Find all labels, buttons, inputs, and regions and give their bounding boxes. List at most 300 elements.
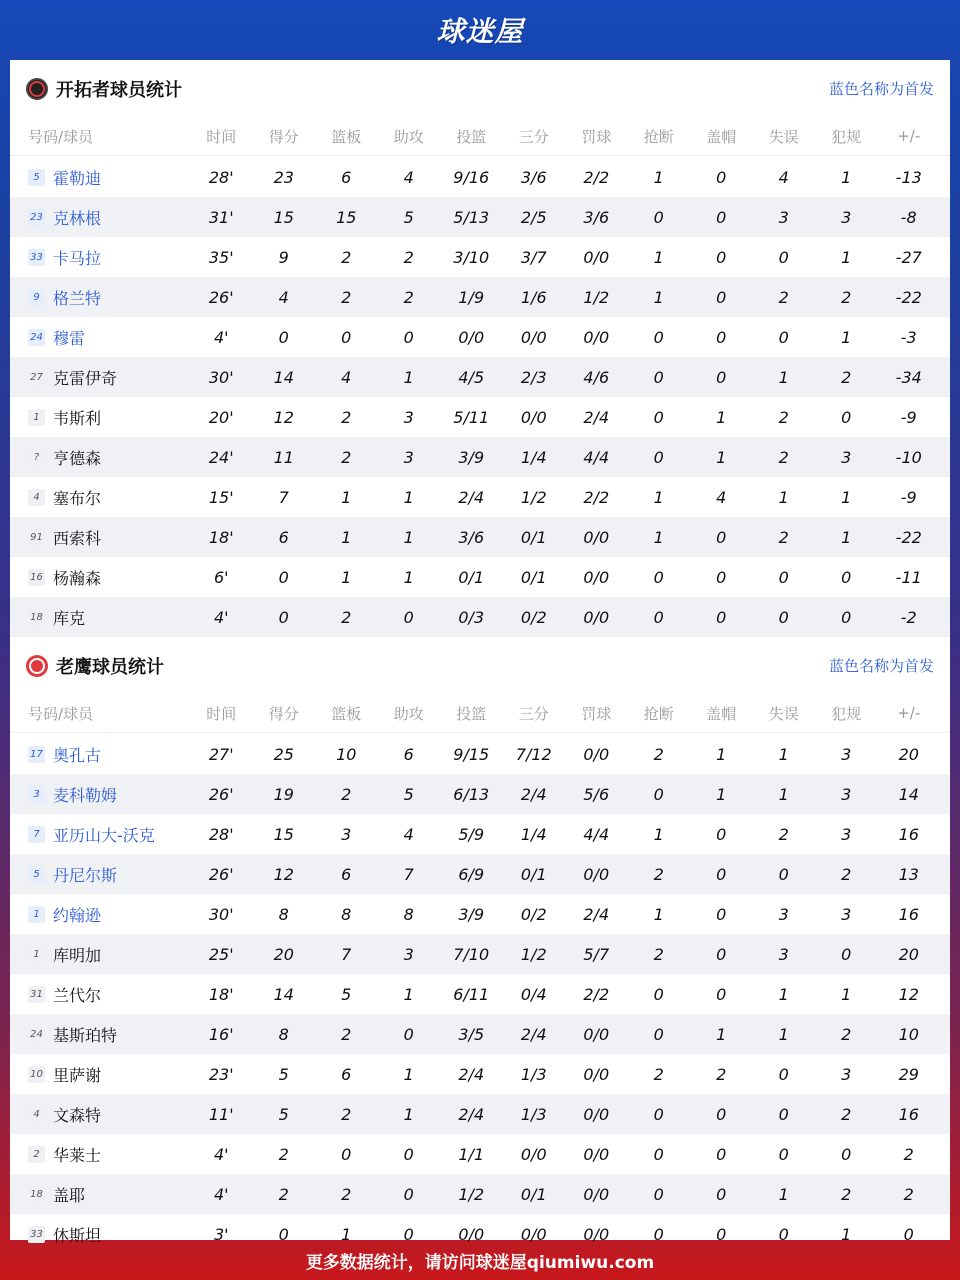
table-header bbox=[10, 117, 950, 156]
stat-cell: 18' bbox=[208, 984, 234, 1004]
stat-cell: 8 bbox=[341, 904, 352, 924]
player-cell bbox=[10, 1063, 190, 1086]
stat-cell: 1 bbox=[341, 527, 352, 547]
column-header: 抢断 bbox=[643, 704, 674, 723]
stat-cell: 0 bbox=[278, 1224, 289, 1244]
player-row[interactable] bbox=[10, 557, 950, 597]
stat-cell: 0 bbox=[653, 327, 664, 347]
stat-cell: 28' bbox=[208, 824, 234, 844]
stat-cell: 0 bbox=[778, 1104, 789, 1124]
stat-cell: 0 bbox=[716, 167, 727, 187]
player-row[interactable] bbox=[10, 517, 950, 557]
player-name[interactable]: 穆雷 bbox=[53, 328, 86, 348]
player-name[interactable]: 盖耶 bbox=[53, 1185, 86, 1205]
jersey-number: 10 bbox=[28, 1066, 45, 1083]
player-row[interactable] bbox=[10, 357, 950, 397]
player-name[interactable]: 丹尼尔斯 bbox=[53, 865, 118, 885]
stat-cell: 1 bbox=[403, 527, 414, 547]
player-row[interactable] bbox=[10, 1174, 950, 1214]
player-row[interactable] bbox=[10, 1094, 950, 1134]
stat-cell: 0/0 bbox=[583, 744, 610, 764]
stat-cell: 2 bbox=[341, 1184, 352, 1204]
stat-cell: 1 bbox=[653, 487, 664, 507]
stat-cell: 3/6 bbox=[583, 207, 610, 227]
player-name[interactable]: 霍勒迪 bbox=[53, 168, 102, 188]
stat-cell: 1/1 bbox=[458, 1144, 485, 1164]
stat-cell: 4/4 bbox=[583, 447, 610, 467]
stat-cell: 0 bbox=[716, 247, 727, 267]
stat-cell: 2 bbox=[778, 447, 789, 467]
player-name[interactable]: 杨瀚森 bbox=[53, 568, 102, 588]
stat-cell: 15 bbox=[336, 207, 357, 227]
stat-cell: 1 bbox=[716, 1024, 727, 1044]
stat-cell: 0/1 bbox=[458, 567, 485, 587]
stat-cell: 2 bbox=[403, 287, 414, 307]
stat-cell: 1 bbox=[653, 527, 664, 547]
column-header: 号码/球员 bbox=[28, 704, 94, 723]
stat-cell: 23 bbox=[273, 167, 294, 187]
stat-cell: 2/4 bbox=[583, 407, 610, 427]
stat-cell: 0/3 bbox=[458, 607, 485, 627]
stat-cell: 4' bbox=[213, 327, 229, 347]
stat-cell: -34 bbox=[895, 367, 922, 387]
player-name[interactable]: 麦科勒姆 bbox=[53, 785, 118, 805]
stat-cell: -3 bbox=[900, 327, 917, 347]
stat-cell: 4 bbox=[778, 167, 789, 187]
stat-cell: 2 bbox=[716, 1064, 727, 1084]
column-header: 罚球 bbox=[581, 704, 612, 723]
stat-cell: 3 bbox=[778, 904, 789, 924]
stat-cell: 2 bbox=[653, 864, 664, 884]
player-cell bbox=[10, 486, 190, 509]
stat-cell: 5/9 bbox=[458, 824, 485, 844]
stat-cell: 2 bbox=[841, 1184, 852, 1204]
stat-cell: 2 bbox=[778, 527, 789, 547]
jersey-number: 1 bbox=[28, 409, 45, 426]
player-cell bbox=[10, 1023, 190, 1046]
player-cell bbox=[10, 206, 190, 229]
column-header: 时间 bbox=[206, 127, 237, 146]
stat-cell: 1/4 bbox=[520, 447, 547, 467]
stat-cell: 0 bbox=[653, 784, 664, 804]
jersey-number: ? bbox=[28, 449, 45, 466]
stat-cell: 5 bbox=[278, 1064, 289, 1084]
hawks-section bbox=[10, 637, 950, 1254]
jersey-number: 5 bbox=[28, 866, 45, 883]
jersey-number: 33 bbox=[28, 249, 45, 266]
stat-cell: 0 bbox=[778, 864, 789, 884]
stat-cell: 1 bbox=[653, 247, 664, 267]
stat-cell: 8 bbox=[278, 1024, 289, 1044]
column-header: 投篮 bbox=[456, 127, 487, 146]
player-name[interactable]: 克雷伊奇 bbox=[53, 368, 118, 388]
stat-cell: 2 bbox=[841, 1104, 852, 1124]
blazers-section bbox=[10, 60, 950, 637]
stat-cell: 5 bbox=[341, 984, 352, 1004]
stat-cell: 0 bbox=[778, 607, 789, 627]
stat-cell: 2/2 bbox=[583, 167, 610, 187]
stat-cell: 0 bbox=[903, 1224, 914, 1244]
stat-cell: 0/1 bbox=[520, 864, 547, 884]
column-header: 得分 bbox=[268, 704, 299, 723]
stat-cell: 0 bbox=[841, 944, 852, 964]
stat-cell: 4 bbox=[403, 824, 414, 844]
player-row[interactable] bbox=[10, 894, 950, 934]
stat-cell: 0 bbox=[716, 1184, 727, 1204]
stat-cell: 0 bbox=[716, 567, 727, 587]
stat-cell: 4 bbox=[716, 487, 727, 507]
jersey-number: 24 bbox=[28, 329, 45, 346]
stat-cell: -22 bbox=[895, 287, 922, 307]
column-header: 三分 bbox=[518, 127, 549, 146]
stat-cell: 20 bbox=[898, 744, 919, 764]
stat-cell: 8 bbox=[278, 904, 289, 924]
stat-cell: 0 bbox=[653, 447, 664, 467]
stat-cell: 0/0 bbox=[583, 607, 610, 627]
stat-cell: 2 bbox=[341, 784, 352, 804]
player-cell bbox=[10, 1143, 190, 1166]
player-name[interactable]: 格兰特 bbox=[53, 288, 102, 308]
stat-cell: 11' bbox=[208, 1104, 234, 1124]
player-cell bbox=[10, 286, 190, 309]
stat-cell: 2/5 bbox=[520, 207, 547, 227]
stat-cell: 0 bbox=[716, 904, 727, 924]
stat-cell: 4/4 bbox=[583, 824, 610, 844]
jersey-number: 16 bbox=[28, 569, 45, 586]
player-name[interactable]: 卡马拉 bbox=[53, 248, 102, 268]
stat-cell: 0 bbox=[716, 607, 727, 627]
jersey-number: 23 bbox=[28, 209, 45, 226]
stat-cell: 3 bbox=[778, 944, 789, 964]
stat-cell: 5/13 bbox=[453, 207, 490, 227]
stat-cell: 18' bbox=[208, 527, 234, 547]
player-row[interactable] bbox=[10, 197, 950, 237]
player-row[interactable] bbox=[10, 814, 950, 854]
player-name[interactable]: 库克 bbox=[53, 608, 86, 628]
player-row[interactable] bbox=[10, 1054, 950, 1094]
stat-cell: 2/4 bbox=[520, 784, 547, 804]
stat-cell: 24' bbox=[208, 447, 234, 467]
stat-cell: 3/9 bbox=[458, 447, 485, 467]
player-name[interactable]: 西索科 bbox=[53, 528, 102, 548]
stat-cell: 0 bbox=[653, 567, 664, 587]
stat-cell: 0 bbox=[653, 1224, 664, 1244]
stat-cell: 0 bbox=[841, 607, 852, 627]
player-cell bbox=[10, 526, 190, 549]
stat-cell: 14 bbox=[898, 784, 919, 804]
stat-cell: 3 bbox=[341, 824, 352, 844]
stat-cell: 0/2 bbox=[520, 607, 547, 627]
stat-cell: 25' bbox=[208, 944, 234, 964]
stat-cell: 31' bbox=[208, 207, 234, 227]
section-header bbox=[10, 637, 950, 694]
player-name[interactable]: 里萨谢 bbox=[53, 1065, 102, 1085]
column-header: 盖帽 bbox=[706, 704, 737, 723]
stat-cell: 20 bbox=[273, 944, 294, 964]
jersey-number: 18 bbox=[28, 1186, 45, 1203]
stat-cell: 0 bbox=[841, 1144, 852, 1164]
stat-cell: 2/4 bbox=[458, 1064, 485, 1084]
stat-cell: 0 bbox=[716, 1104, 727, 1124]
column-header: 篮板 bbox=[331, 704, 362, 723]
column-header: 罚球 bbox=[581, 127, 612, 146]
stat-cell: 1/3 bbox=[520, 1064, 547, 1084]
column-header: +/- bbox=[897, 127, 921, 145]
jersey-number: 2 bbox=[28, 1146, 45, 1163]
stat-cell: 2 bbox=[653, 944, 664, 964]
stat-cell: 6/13 bbox=[453, 784, 490, 804]
stat-cell: 1 bbox=[403, 1064, 414, 1084]
player-row[interactable] bbox=[10, 477, 950, 517]
stat-cell: 35' bbox=[208, 247, 234, 267]
stat-cell: 15 bbox=[273, 207, 294, 227]
stat-cell: 2/3 bbox=[520, 367, 547, 387]
stat-cell: 0 bbox=[778, 327, 789, 347]
stat-cell: 4/5 bbox=[458, 367, 485, 387]
stat-cell: 0 bbox=[403, 607, 414, 627]
stat-cell: 10 bbox=[336, 744, 357, 764]
stat-cell: 0/0 bbox=[520, 1224, 547, 1244]
stat-cell: 0 bbox=[716, 864, 727, 884]
jersey-number: 1 bbox=[28, 906, 45, 923]
stat-cell: 0 bbox=[716, 207, 727, 227]
stat-cell: 2 bbox=[841, 367, 852, 387]
stat-cell: 1/2 bbox=[520, 944, 547, 964]
stat-cell: 0 bbox=[716, 1224, 727, 1244]
stat-cell: 4 bbox=[341, 367, 352, 387]
jersey-number: 5 bbox=[28, 169, 45, 186]
player-name[interactable]: 基斯珀特 bbox=[53, 1025, 118, 1045]
stat-cell: 7 bbox=[278, 487, 289, 507]
stat-cell: 7 bbox=[403, 864, 414, 884]
stat-cell: -9 bbox=[900, 487, 917, 507]
stat-cell: 0/0 bbox=[583, 247, 610, 267]
stat-cell: 5 bbox=[403, 207, 414, 227]
stat-cell: 2 bbox=[341, 1024, 352, 1044]
player-name[interactable]: 约翰逊 bbox=[53, 905, 102, 925]
stat-cell: -9 bbox=[900, 407, 917, 427]
player-name[interactable]: 韦斯利 bbox=[53, 408, 102, 428]
player-row[interactable] bbox=[10, 854, 950, 894]
player-cell bbox=[10, 783, 190, 806]
stat-cell: 2/4 bbox=[520, 1024, 547, 1044]
player-row[interactable] bbox=[10, 437, 950, 477]
stat-cell: 1 bbox=[653, 167, 664, 187]
stat-cell: 0 bbox=[403, 1224, 414, 1244]
player-name[interactable]: 华莱士 bbox=[53, 1145, 102, 1165]
stat-cell: 0/0 bbox=[583, 1104, 610, 1124]
jersey-number: 27 bbox=[28, 369, 45, 386]
stat-cell: 1 bbox=[403, 567, 414, 587]
player-name[interactable]: 奥孔古 bbox=[53, 745, 102, 765]
player-row[interactable] bbox=[10, 157, 950, 197]
stat-cell: 13 bbox=[898, 864, 919, 884]
stat-cell: 3 bbox=[403, 944, 414, 964]
jersey-number: 3 bbox=[28, 786, 45, 803]
stat-cell: 0/1 bbox=[520, 527, 547, 547]
player-name[interactable]: 休斯坦 bbox=[53, 1225, 102, 1245]
stat-cell: 0/0 bbox=[583, 1224, 610, 1244]
stat-cell: 0 bbox=[653, 407, 664, 427]
column-header: 犯规 bbox=[831, 704, 862, 723]
player-cell bbox=[10, 983, 190, 1006]
player-name[interactable]: 库明加 bbox=[53, 945, 102, 965]
stat-cell: 1 bbox=[778, 487, 789, 507]
stat-cell: 0 bbox=[403, 1024, 414, 1044]
stat-cell: 12 bbox=[898, 984, 919, 1004]
column-header: 助攻 bbox=[393, 704, 424, 723]
stat-cell: 3/9 bbox=[458, 904, 485, 924]
player-row[interactable] bbox=[10, 317, 950, 357]
stat-cell: 3 bbox=[841, 447, 852, 467]
jersey-number: 4 bbox=[28, 1106, 45, 1123]
site-logo[interactable]: 球迷屋 bbox=[436, 15, 524, 48]
stat-cell: 0 bbox=[716, 944, 727, 964]
player-cell bbox=[10, 1103, 190, 1126]
stat-cell: 1 bbox=[778, 1184, 789, 1204]
stat-cell: 2 bbox=[841, 864, 852, 884]
stat-cell: 0 bbox=[341, 1144, 352, 1164]
stat-cell: 0 bbox=[653, 1104, 664, 1124]
stat-cell: 3 bbox=[841, 784, 852, 804]
stat-cell: 2/2 bbox=[583, 487, 610, 507]
stat-cell: 2 bbox=[841, 287, 852, 307]
jersey-number: 7 bbox=[28, 826, 45, 843]
stat-cell: 28' bbox=[208, 167, 234, 187]
section-header bbox=[10, 60, 950, 117]
column-header: +/- bbox=[897, 704, 921, 722]
column-header: 失误 bbox=[768, 704, 799, 723]
player-name[interactable]: 亚历山大-沃克 bbox=[53, 825, 155, 845]
stat-cell: 2 bbox=[653, 744, 664, 764]
stat-cell: 12 bbox=[273, 407, 294, 427]
top-banner bbox=[0, 0, 960, 60]
player-name[interactable]: 兰代尔 bbox=[53, 985, 102, 1005]
player-row[interactable] bbox=[10, 974, 950, 1014]
player-cell bbox=[10, 166, 190, 189]
stat-cell: 0 bbox=[716, 824, 727, 844]
stat-cell: 1 bbox=[341, 1224, 352, 1244]
stat-cell: 0 bbox=[653, 1144, 664, 1164]
stat-cell: 1/4 bbox=[520, 824, 547, 844]
blazers-logo-icon bbox=[26, 78, 48, 100]
stat-cell: 0/0 bbox=[520, 407, 547, 427]
player-name[interactable]: 塞布尔 bbox=[53, 488, 102, 508]
stat-cell: 15' bbox=[208, 487, 234, 507]
player-name[interactable]: 亨德森 bbox=[53, 448, 102, 468]
player-cell bbox=[10, 743, 190, 766]
stat-cell: 8 bbox=[403, 904, 414, 924]
stat-cell: 1 bbox=[403, 1104, 414, 1124]
stat-cell: 4' bbox=[213, 1144, 229, 1164]
stat-cell: 6 bbox=[341, 1064, 352, 1084]
stat-cell: 3 bbox=[841, 207, 852, 227]
stat-cell: 2/4 bbox=[583, 904, 610, 924]
column-header: 盖帽 bbox=[706, 127, 737, 146]
stat-cell: 1 bbox=[841, 487, 852, 507]
stat-cell: 3 bbox=[841, 1064, 852, 1084]
stat-cell: 6 bbox=[278, 527, 289, 547]
player-row[interactable] bbox=[10, 1134, 950, 1174]
player-row[interactable] bbox=[10, 277, 950, 317]
player-cell bbox=[10, 943, 190, 966]
stat-cell: 0 bbox=[403, 1184, 414, 1204]
stat-cell: 0 bbox=[716, 1144, 727, 1164]
player-cell bbox=[10, 246, 190, 269]
player-cell bbox=[10, 446, 190, 469]
stat-cell: 2 bbox=[341, 287, 352, 307]
stat-cell: 3/6 bbox=[458, 527, 485, 547]
jersey-number: 9 bbox=[28, 289, 45, 306]
stat-cell: 16' bbox=[208, 1024, 234, 1044]
stat-cell: 9/15 bbox=[453, 744, 490, 764]
stat-cell: 1 bbox=[403, 487, 414, 507]
stat-cell: 0 bbox=[778, 1064, 789, 1084]
stat-cell: 6/9 bbox=[458, 864, 485, 884]
starter-note: 蓝色名称为首发 bbox=[828, 657, 934, 675]
stat-cell: 1/2 bbox=[583, 287, 610, 307]
stat-cell: 1 bbox=[778, 1024, 789, 1044]
stat-cell: 6 bbox=[341, 864, 352, 884]
stat-cell: 3/7 bbox=[520, 247, 547, 267]
jersey-number: 4 bbox=[28, 489, 45, 506]
stat-cell: 2 bbox=[341, 247, 352, 267]
player-row[interactable] bbox=[10, 397, 950, 437]
stat-cell: 0 bbox=[278, 327, 289, 347]
stat-cell: 15 bbox=[273, 824, 294, 844]
column-header: 助攻 bbox=[393, 127, 424, 146]
player-name[interactable]: 文森特 bbox=[53, 1105, 102, 1125]
stat-cell: 0/0 bbox=[583, 1024, 610, 1044]
stat-cell: 2 bbox=[278, 1184, 289, 1204]
stat-cell: 25 bbox=[273, 744, 294, 764]
footer-banner[interactable]: 更多数据统计，请访问球迷屋qiumiwu.com bbox=[305, 1252, 655, 1273]
player-row[interactable] bbox=[10, 734, 950, 774]
stat-cell: 3 bbox=[403, 447, 414, 467]
stat-cell: 0 bbox=[778, 1144, 789, 1164]
player-row[interactable] bbox=[10, 934, 950, 974]
player-row[interactable] bbox=[10, 1014, 950, 1054]
stat-cell: 4 bbox=[278, 287, 289, 307]
stat-cell: 4' bbox=[213, 1184, 229, 1204]
stat-cell: 26' bbox=[208, 784, 234, 804]
stat-cell: 1 bbox=[778, 984, 789, 1004]
player-cell bbox=[10, 566, 190, 589]
player-cell bbox=[10, 863, 190, 886]
player-row[interactable] bbox=[10, 597, 950, 637]
player-row[interactable] bbox=[10, 774, 950, 814]
stat-cell: 0/0 bbox=[458, 327, 485, 347]
player-name[interactable]: 克林根 bbox=[53, 208, 102, 228]
stat-cell: 2 bbox=[341, 1104, 352, 1124]
player-cell bbox=[10, 366, 190, 389]
stat-cell: 6 bbox=[341, 167, 352, 187]
player-cell bbox=[10, 606, 190, 629]
stat-cell: 0 bbox=[716, 984, 727, 1004]
stat-cell: 3 bbox=[841, 824, 852, 844]
stat-cell: 19 bbox=[273, 784, 294, 804]
stat-cell: 3 bbox=[403, 407, 414, 427]
stat-cell: 2 bbox=[341, 447, 352, 467]
stat-cell: 10 bbox=[898, 1024, 919, 1044]
player-row[interactable] bbox=[10, 237, 950, 277]
player-cell bbox=[10, 406, 190, 429]
stat-cell: 3/6 bbox=[520, 167, 547, 187]
stat-cell: 0 bbox=[778, 1224, 789, 1244]
stat-cell: 0 bbox=[716, 327, 727, 347]
player-cell bbox=[10, 1183, 190, 1206]
column-header: 投篮 bbox=[456, 704, 487, 723]
